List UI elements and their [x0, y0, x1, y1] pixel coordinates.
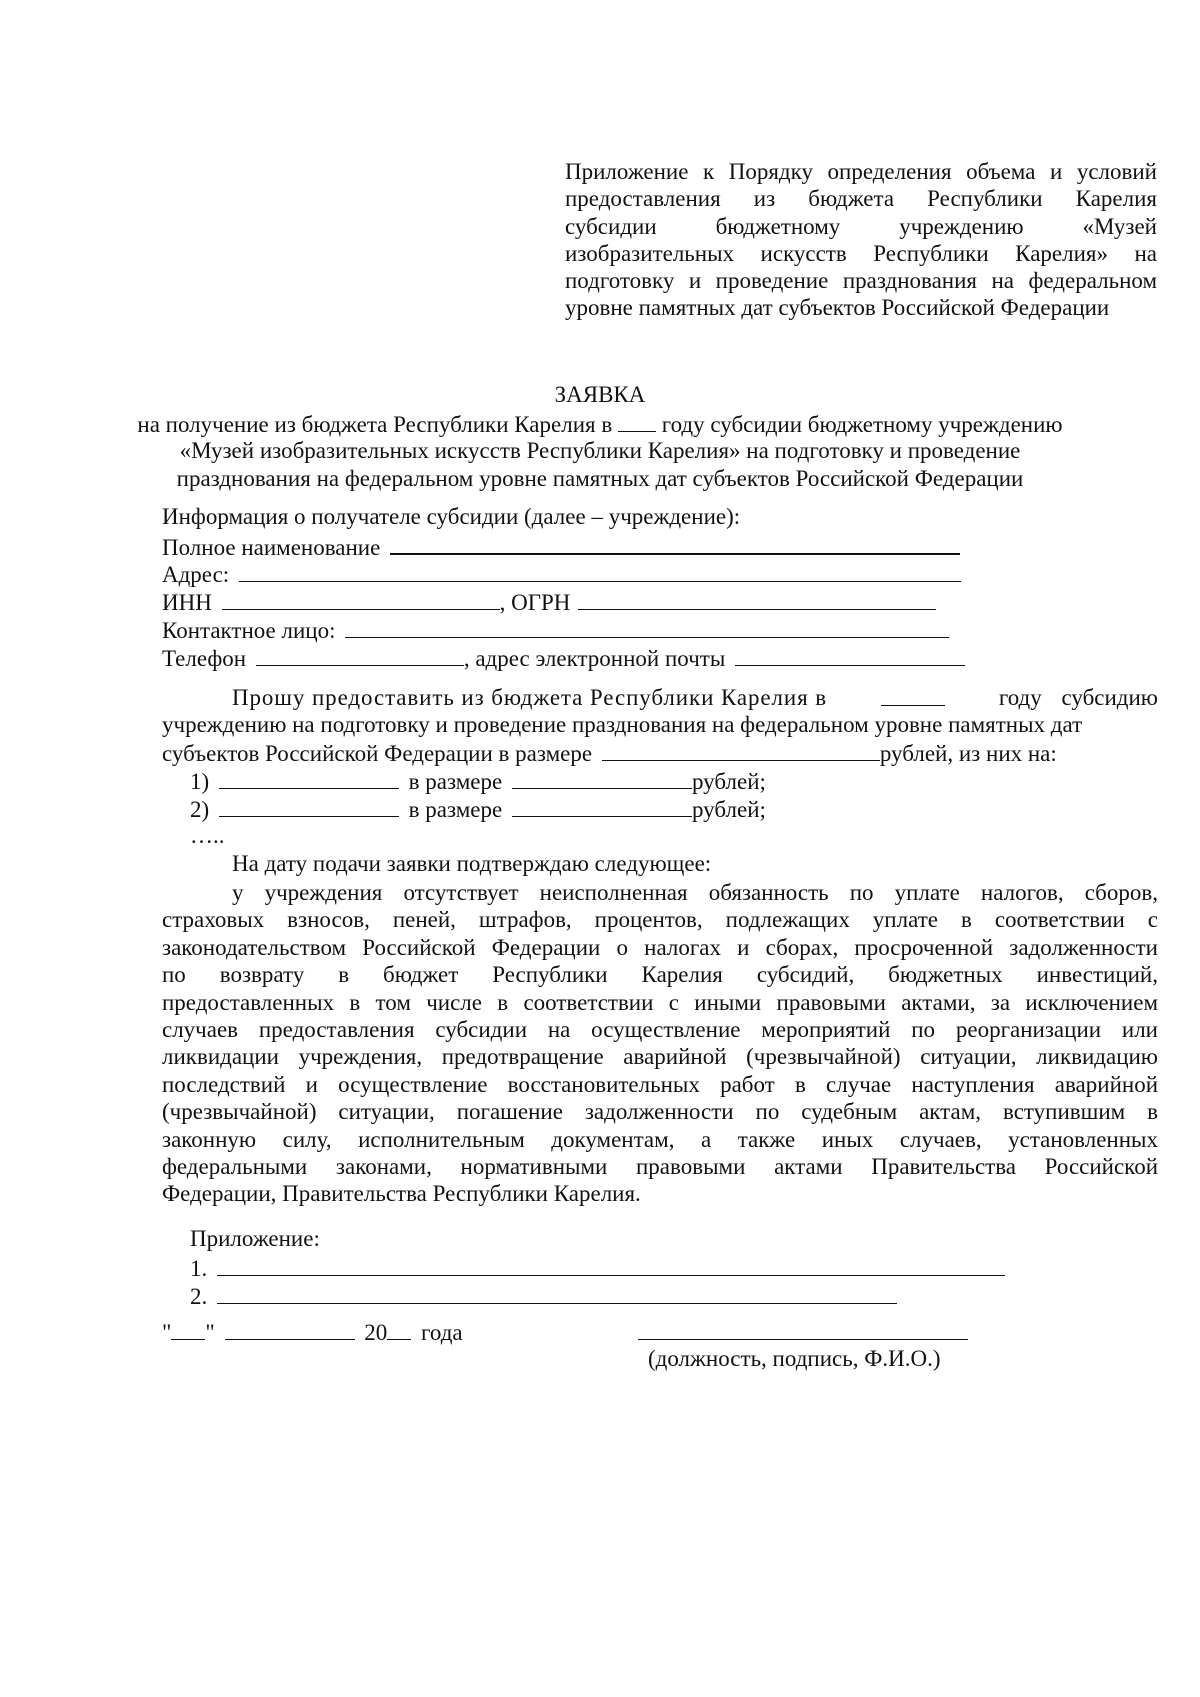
purpose-field[interactable] [219, 767, 399, 789]
inn-ogrn-row [162, 588, 936, 616]
request-line [162, 684, 1158, 711]
subtitle-line [0, 410, 1200, 438]
ogrn-field[interactable] [578, 588, 936, 610]
quote-mark: " [205, 1320, 215, 1345]
inn-field[interactable] [222, 588, 500, 610]
info-header: Информация о получателе субсидии (далее – учреждение): [162, 504, 741, 529]
amount-text: в размере [408, 797, 503, 822]
para-line: Федерации, Правительства Республики Карелия. [162, 1181, 641, 1207]
request-line: учреждению на подготовку и проведение празднования на федеральном уровне памятных дат [162, 712, 1083, 738]
item-number: 1) [190, 769, 210, 794]
attachment-field[interactable] [217, 1254, 1005, 1276]
year-prefix: 20 [364, 1320, 388, 1345]
purpose-item [190, 767, 766, 795]
para-line: по возврату в бюджет Республики Карелия субсидий, бюджетных инвестиций, [162, 962, 1158, 988]
confirm-text: На дату подачи заявки подтверждаю следующее: [232, 851, 712, 876]
para-line: законную силу, исполнительным документам, а также иных случаев, установленных [162, 1126, 1158, 1152]
request-text: рублей, из них на: [879, 740, 1057, 766]
ogrn-label: , ОГРН [499, 590, 571, 615]
inn-label: ИНН [162, 590, 212, 615]
signature-field[interactable] [638, 1318, 968, 1340]
date-row [162, 1318, 463, 1346]
ellipsis: ….. [190, 823, 225, 848]
document-title: ЗАЯВКА [554, 382, 646, 407]
para-line: законодательством Российской Федерации о налогах и сборах, просроченной задолженности [162, 934, 1158, 960]
contact-field[interactable] [345, 616, 949, 638]
item-number: 2) [190, 797, 210, 822]
para-line: предоставленных в том числе в соответствии с иными правовыми актами, за исключением [162, 989, 1158, 1015]
month-field[interactable] [225, 1318, 355, 1340]
amount-field[interactable] [512, 767, 692, 789]
quote-mark: " [162, 1320, 172, 1345]
appendix-line: Приложение к Порядку определения объема и условий [565, 159, 1157, 184]
phone-field[interactable] [256, 644, 464, 666]
attachment-field[interactable] [217, 1282, 897, 1304]
appendix-line: подготовку и проведение празднования на федеральном [565, 268, 1157, 294]
para-line: (чрезвычайной) ситуации, погашение задолженности по судебным актам, вступившим в [162, 1099, 1158, 1125]
attachment-item [190, 1254, 1005, 1282]
email-label: , адрес электронной почты [463, 646, 726, 671]
rubles-text: рублей; [691, 769, 766, 794]
attachment-number: 1. [190, 1256, 208, 1281]
address-row [162, 560, 961, 588]
day-field[interactable] [171, 1318, 205, 1340]
year-word: года [421, 1320, 463, 1345]
purpose-field[interactable] [219, 795, 399, 817]
email-field[interactable] [735, 644, 965, 666]
request-paragraph [162, 684, 1158, 767]
confirmation-paragraph [162, 879, 1158, 1208]
request-text: году субсидию [998, 685, 1158, 710]
year-suffix-field[interactable] [387, 1318, 411, 1340]
subtitle-line: празднования на федеральном уровне памятных дат субъектов Российской Федерации [176, 466, 1024, 491]
subtitle-text: на получение из бюджета Республики Карелия в [137, 412, 613, 437]
year-field[interactable] [881, 684, 945, 706]
request-line [162, 739, 1158, 767]
purpose-item [190, 795, 766, 823]
contact-label: Контактное лицо: [162, 618, 336, 643]
signature-line [638, 1318, 968, 1346]
para-line: случаев предоставления субсидии на осуществление мероприятий по реорганизации или [162, 1017, 1158, 1043]
para-line: последствий и осуществление восстановительных работ в случае наступления аварийной [162, 1071, 1158, 1097]
contact-row [162, 616, 949, 644]
signature-caption: (должность, подпись, Ф.И.О.) [648, 1346, 941, 1371]
amount-text: в размере [408, 769, 503, 794]
full-name-row [162, 532, 960, 561]
phone-label: Телефон [162, 646, 247, 671]
appendix-line: изобразительных искусств Республики Карелия» на [565, 240, 1157, 266]
para-line: федеральными законами, нормативными правовыми актами Правительства Российской [162, 1154, 1158, 1180]
total-amount-field[interactable] [602, 739, 880, 761]
attachment-item [190, 1282, 897, 1310]
attachments-label: Приложение: [190, 1226, 320, 1251]
appendix-line: предоставления из бюджета Республики Карелия [565, 186, 1157, 212]
request-text: Прошу предоставить из бюджета Республики Карелия в [232, 685, 827, 710]
subtitle-text: году субсидии бюджетному учреждению [661, 412, 1063, 437]
request-text: субъектов Российской Федерации в размере [162, 740, 593, 766]
address-label: Адрес: [162, 562, 230, 587]
appendix-note [565, 158, 1157, 322]
full-name-field[interactable] [390, 532, 960, 555]
year-blank[interactable] [618, 410, 656, 432]
para-line: страховых взносов, пеней, штрафов, процентов, подлежащих уплате в соответствии с [162, 907, 1158, 933]
para-line: ликвидации учреждения, предотвращение аварийной (чрезвычайной) ситуации, ликвидацию [162, 1044, 1158, 1070]
full-name-label: Полное наименование [162, 535, 381, 560]
address-field[interactable] [239, 560, 961, 582]
attachment-number: 2. [190, 1284, 208, 1309]
amount-field[interactable] [512, 795, 692, 817]
rubles-text: рублей; [691, 797, 766, 822]
appendix-line: субсидии бюджетному учреждению «Музей [565, 213, 1157, 239]
subtitle-line: «Музей изобразительных искусств Республики Карелия» на подготовку и проведение [179, 438, 1021, 463]
phone-email-row [162, 644, 965, 672]
para-line: у учреждения отсутствует неисполненная обязанность по уплате налогов, сборов, [232, 880, 1158, 905]
appendix-line: уровне памятных дат субъектов Российской Федерации [565, 295, 1110, 321]
